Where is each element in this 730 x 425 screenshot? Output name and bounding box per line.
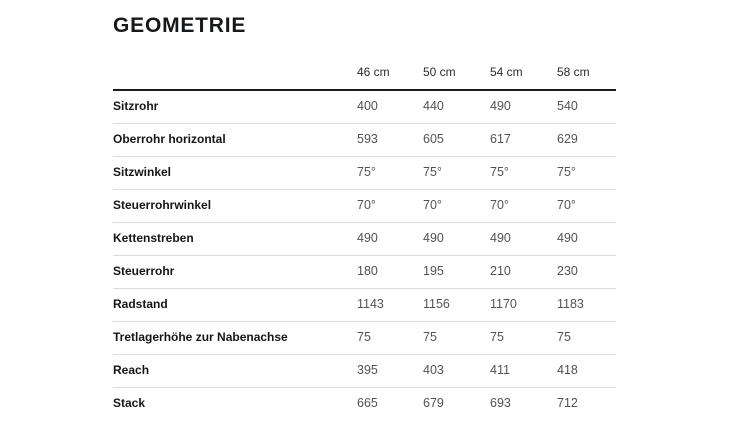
cell-value: 490 (423, 231, 444, 245)
size-column-header: 58 cm (557, 63, 616, 90)
cell-value: 75° (557, 165, 576, 179)
cell-value: 490 (490, 231, 511, 245)
cell-value: 665 (357, 396, 378, 410)
cell-value: 210 (490, 264, 511, 278)
cell-value: 70° (557, 198, 576, 212)
size-column-header: 46 cm (357, 63, 423, 90)
cell-value: 490 (357, 231, 378, 245)
table-row (113, 322, 616, 355)
table-row (113, 388, 616, 421)
cell-value: 75 (490, 330, 504, 344)
table-row (113, 223, 616, 256)
row-label: Reach (113, 363, 150, 377)
cell-value: 195 (423, 264, 444, 278)
row-label: Tretlagerhöhe zur Nabenachse (113, 330, 288, 344)
cell-value: 403 (423, 363, 444, 377)
row-label: Radstand (113, 297, 168, 311)
cell-value: 75 (557, 330, 571, 344)
table-body (113, 90, 616, 420)
row-label: Steuerrohrwinkel (113, 198, 212, 212)
table-header (113, 63, 616, 90)
cell-value: 395 (357, 363, 378, 377)
table-row (113, 355, 616, 388)
cell-value: 440 (423, 99, 444, 113)
cell-value: 712 (557, 396, 578, 410)
cell-value: 617 (490, 132, 511, 146)
cell-value: 75° (423, 165, 442, 179)
cell-value: 70° (423, 198, 442, 212)
cell-value: 400 (357, 99, 378, 113)
table-row (113, 124, 616, 157)
row-label: Steuerrohr (113, 264, 175, 278)
cell-value: 411 (490, 363, 510, 377)
cell-value: 629 (557, 132, 578, 146)
table-row (113, 90, 616, 124)
table-row (113, 157, 616, 190)
cell-value: 180 (357, 264, 378, 278)
cell-value: 593 (357, 132, 378, 146)
cell-value: 1143 (357, 297, 384, 311)
cell-value: 1170 (490, 297, 517, 311)
row-label: Sitzwinkel (113, 165, 172, 179)
table-row (113, 289, 616, 322)
row-label: Sitzrohr (113, 99, 159, 113)
cell-value: 75° (357, 165, 376, 179)
row-label: Stack (113, 396, 146, 410)
row-label: Kettenstreben (113, 231, 194, 245)
table-row (113, 256, 616, 289)
cell-value: 540 (557, 99, 578, 113)
row-label-column-header (113, 63, 357, 90)
geometry-section (113, 14, 617, 420)
cell-value: 70° (357, 198, 376, 212)
geometry-table (113, 63, 616, 420)
cell-value: 75 (423, 330, 437, 344)
cell-value: 490 (490, 99, 511, 113)
page-title: GEOMETRIE (113, 14, 247, 37)
cell-value: 230 (557, 264, 578, 278)
row-label: Oberrohr horizontal (113, 132, 226, 146)
table-header-row (113, 63, 616, 90)
cell-value: 1156 (423, 297, 450, 311)
cell-value: 693 (490, 396, 511, 410)
cell-value: 490 (557, 231, 578, 245)
cell-value: 418 (557, 363, 578, 377)
cell-value: 679 (423, 396, 444, 410)
cell-value: 75° (490, 165, 509, 179)
table-row (113, 190, 616, 223)
cell-value: 70° (490, 198, 509, 212)
cell-value: 1183 (557, 297, 584, 311)
cell-value: 75 (357, 330, 371, 344)
size-column-header: 50 cm (423, 63, 490, 90)
cell-value: 605 (423, 132, 444, 146)
size-column-header: 54 cm (490, 63, 557, 90)
